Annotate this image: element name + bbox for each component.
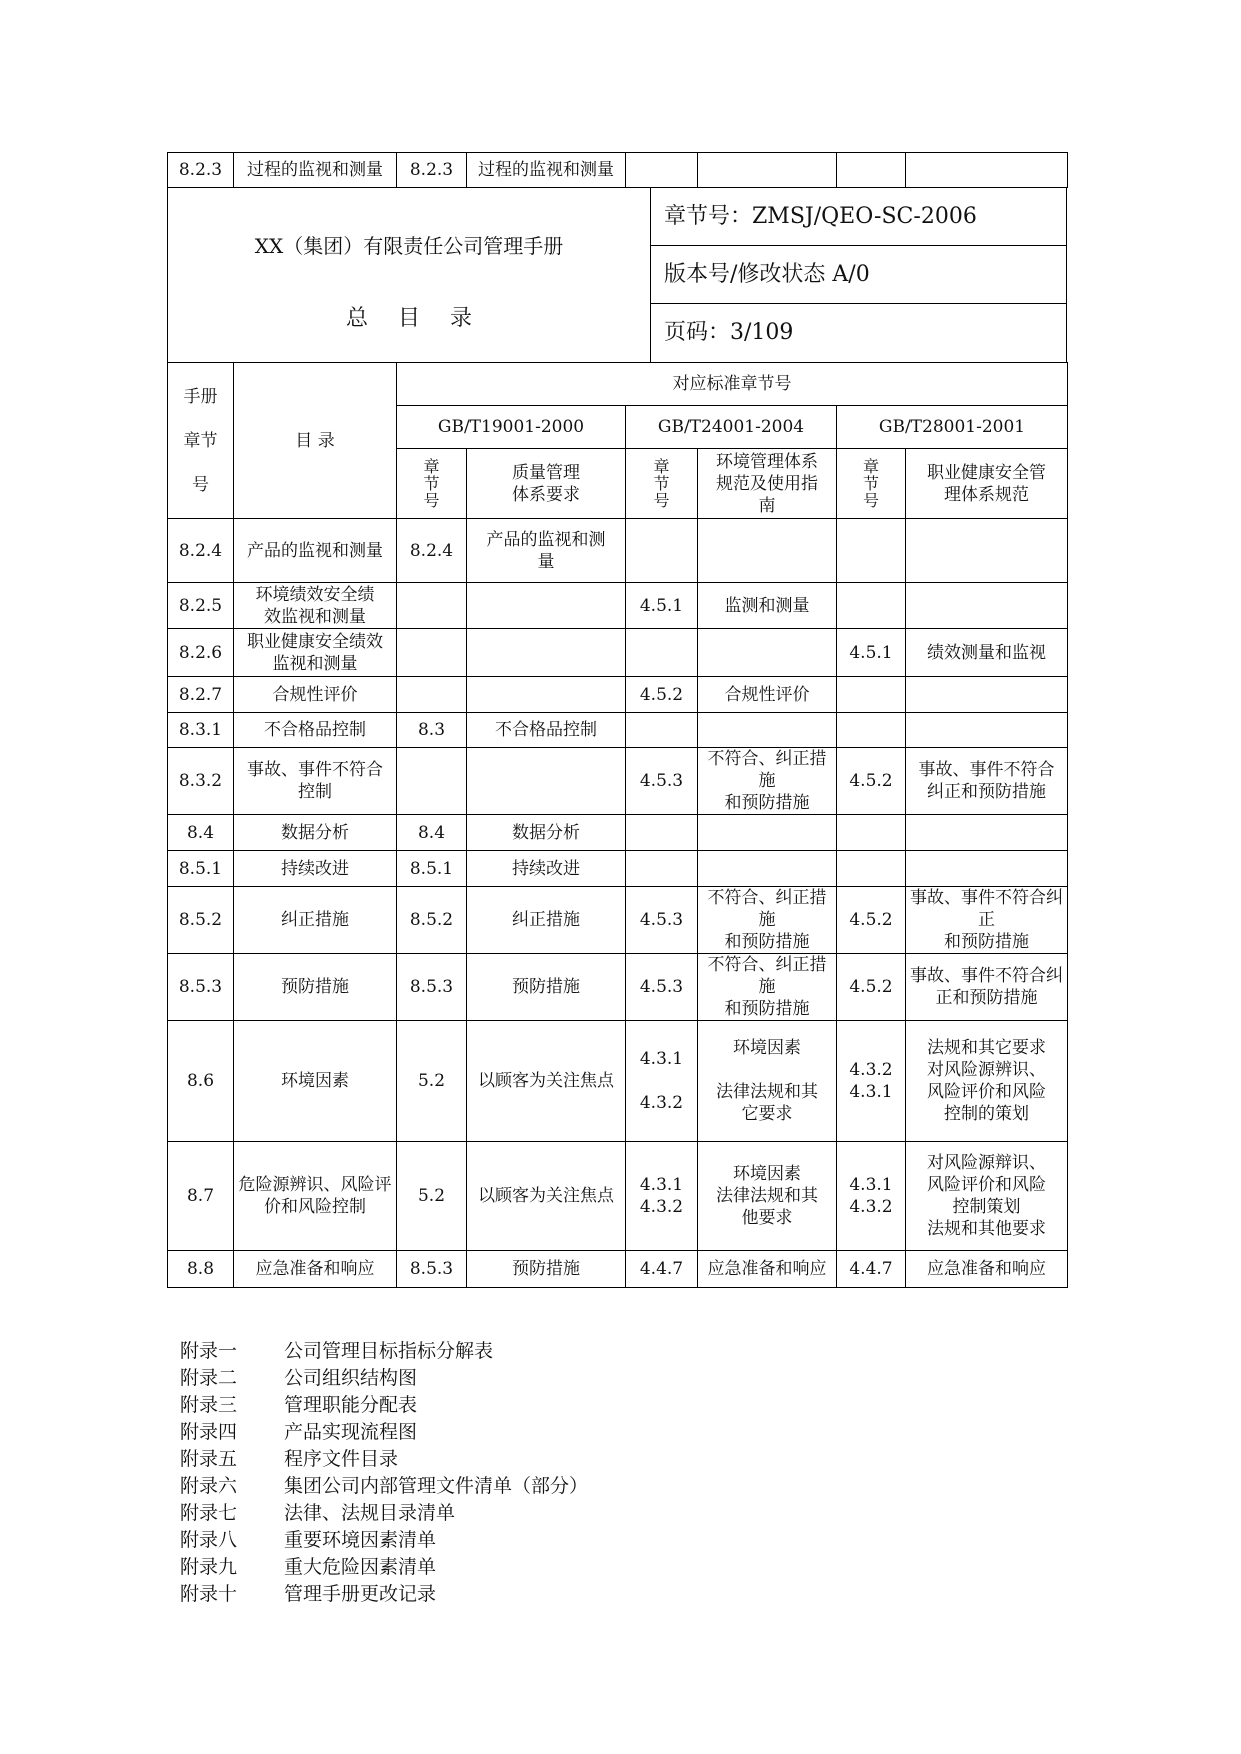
table-cell: 危险源辨识、风险评 价和风险控制 (234, 1142, 397, 1251)
table-cell (626, 713, 698, 748)
appendix-key: 附录五 (180, 1448, 238, 1470)
appendix-item (180, 1473, 588, 1500)
table-cell: 8.2.4 (397, 519, 467, 583)
table-row (168, 815, 1068, 851)
contents-table (167, 362, 1068, 1288)
table-cell (906, 519, 1068, 583)
table-cell (467, 677, 626, 713)
table-row (168, 851, 1068, 887)
table-row (168, 1142, 1068, 1251)
table-cell: 产品的监视和测量 (234, 519, 397, 583)
table-cell: 8.5.1 (397, 851, 467, 887)
chapter-number: 章节号：ZMSJ/QEO-SC-2006 (651, 188, 1066, 246)
table-cell: 应急准备和响应 (906, 1251, 1068, 1288)
table-cell: 不合格品控制 (234, 713, 397, 748)
table-cell: 5.2 (397, 1021, 467, 1142)
appendix-title: 程序文件目录 (284, 1448, 399, 1470)
table-cell: 4.5.2 (837, 748, 906, 815)
table-cell: 预防措施 (234, 954, 397, 1021)
table-cell: 环境绩效安全绩 效监视和测量 (234, 583, 397, 629)
table-row (168, 713, 1068, 748)
appendix-item (180, 1581, 588, 1608)
table-cell: 4.3.1 4.3.2 (626, 1021, 698, 1142)
table-cell (906, 583, 1068, 629)
header-left (168, 188, 651, 362)
table-cell: 不符合、纠正措施 和预防措施 (698, 954, 837, 1021)
table-cell: 事故、事件不符合纠正 和预防措施 (906, 887, 1068, 954)
table-row (168, 519, 1068, 583)
table-cell: 8.2.6 (168, 629, 234, 677)
std2-req-header: 环境管理体系 规范及使用指 南 (698, 449, 837, 519)
table-cell (837, 851, 906, 887)
table-cell (698, 519, 837, 583)
top-row-table (167, 152, 1068, 188)
appendix-key: 附录六 (180, 1475, 238, 1497)
std3-req-header: 职业健康安全管 理体系规范 (906, 449, 1068, 519)
header-right (651, 188, 1066, 362)
table-cell: 预防措施 (467, 954, 626, 1021)
table-row (168, 954, 1068, 1021)
version-status: 版本号/修改状态 A/0 (651, 246, 1066, 304)
table-cell: 4.5.2 (837, 887, 906, 954)
table-cell: 环境因素 (234, 1021, 397, 1142)
table-row (168, 629, 1068, 677)
cell: 过程的监视和测量 (467, 153, 626, 188)
table-cell: 4.4.7 (626, 1251, 698, 1288)
appendix-title: 重大危险因素清单 (284, 1556, 437, 1578)
table-cell (837, 583, 906, 629)
appendix-title: 集团公司内部管理文件清单（部分） (284, 1475, 589, 1497)
table-header-row (168, 363, 1068, 406)
table-cell: 监测和测量 (698, 583, 837, 629)
table-cell: 8.3.2 (168, 748, 234, 815)
contents-header: 目 录 (234, 363, 397, 519)
table-cell (626, 851, 698, 887)
table-cell (467, 583, 626, 629)
appendix-list (180, 1338, 588, 1608)
appendix-title: 法律、法规目录清单 (284, 1502, 456, 1524)
appendix-title: 管理职能分配表 (284, 1394, 418, 1416)
table-cell: 数据分析 (234, 815, 397, 851)
sub-chapter-header: 章 节 号 (837, 449, 906, 519)
table-cell: 事故、事件不符合 控制 (234, 748, 397, 815)
table-cell (397, 583, 467, 629)
table-cell (906, 851, 1068, 887)
cell (837, 153, 906, 188)
table-cell: 8.8 (168, 1251, 234, 1288)
table-cell: 持续改进 (467, 851, 626, 887)
table-row (168, 153, 1068, 188)
table-cell (698, 851, 837, 887)
table-cell (837, 815, 906, 851)
table-cell: 不合格品控制 (467, 713, 626, 748)
table-cell: 8.2.5 (168, 583, 234, 629)
appendix-key: 附录十 (180, 1583, 238, 1605)
table-cell (837, 519, 906, 583)
table-cell: 事故、事件不符合纠 正和预防措施 (906, 954, 1068, 1021)
table-cell: 纠正措施 (467, 887, 626, 954)
table-cell: 环境因素 法律法规和其 它要求 (698, 1021, 837, 1142)
std1-req-header: 质量管理 体系要求 (467, 449, 626, 519)
table-cell: 以顾客为关注焦点 (467, 1021, 626, 1142)
appendix-title: 管理手册更改记录 (284, 1583, 437, 1605)
table-cell: 4.5.2 (837, 954, 906, 1021)
cell: 过程的监视和测量 (234, 153, 397, 188)
table-cell (698, 629, 837, 677)
appendix-title: 公司组织结构图 (284, 1367, 418, 1389)
table-cell: 法规和其它要求 对风险源辨识、 风险评价和风险 控制的策划 (906, 1021, 1068, 1142)
table-cell (626, 519, 698, 583)
appendix-key: 附录七 (180, 1502, 238, 1524)
page-number: 页码：3/109 (664, 320, 794, 345)
appendix-item (180, 1446, 588, 1473)
table-cell: 4.5.2 (626, 677, 698, 713)
cell (698, 153, 837, 188)
table-cell: 以顾客为关注焦点 (467, 1142, 626, 1251)
std-chapter-header: 对应标准章节号 (397, 363, 1068, 406)
table-cell: 8.7 (168, 1142, 234, 1251)
table-row (168, 887, 1068, 954)
table-cell: 应急准备和响应 (698, 1251, 837, 1288)
toc-title: 总目录 (345, 306, 502, 331)
cell (906, 153, 1068, 188)
table-cell: 8.4 (168, 815, 234, 851)
appendix-key: 附录三 (180, 1394, 238, 1416)
table-cell: 4.3.1 4.3.2 (837, 1142, 906, 1251)
table-cell (906, 815, 1068, 851)
appendix-key: 附录四 (180, 1421, 238, 1443)
table-row (168, 583, 1068, 629)
table-cell (698, 713, 837, 748)
table-row (168, 1021, 1068, 1142)
table-cell: 8.3 (397, 713, 467, 748)
table-cell: 4.5.3 (626, 954, 698, 1021)
appendix-item (180, 1500, 588, 1527)
appendix-title: 重要环境因素清单 (284, 1529, 437, 1551)
table-cell: 4.5.1 (626, 583, 698, 629)
table-cell: 8.2.4 (168, 519, 234, 583)
table-cell: 数据分析 (467, 815, 626, 851)
std2-header: GB/T24001-2004 (626, 406, 837, 449)
table-cell: 对风险源辩识、 风险评价和风险 控制策划 法规和其他要求 (906, 1142, 1068, 1251)
cell: 8.2.3 (397, 153, 467, 188)
table-cell (397, 629, 467, 677)
table-cell: 8.5.3 (397, 1251, 467, 1288)
table-row (168, 1251, 1068, 1288)
table-cell (906, 713, 1068, 748)
table-cell (397, 677, 467, 713)
table-cell: 持续改进 (234, 851, 397, 887)
table-cell (906, 677, 1068, 713)
manual-chapter-header: 手册 章节 号 (168, 363, 234, 519)
appendix-item (180, 1365, 588, 1392)
appendix-item (180, 1527, 588, 1554)
appendix-item (180, 1419, 588, 1446)
appendix-title: 公司管理目标指标分解表 (284, 1340, 494, 1362)
table-cell: 8.2.7 (168, 677, 234, 713)
table-cell (626, 815, 698, 851)
table-cell: 8.5.1 (168, 851, 234, 887)
table-cell: 4.5.3 (626, 748, 698, 815)
appendix-title: 产品实现流程图 (284, 1421, 418, 1443)
cell: 8.2.3 (168, 153, 234, 188)
std1-header: GB/T19001-2000 (397, 406, 626, 449)
table-cell: 4.3.1 4.3.2 (626, 1142, 698, 1251)
std3-header: GB/T28001-2001 (837, 406, 1068, 449)
table-cell (698, 815, 837, 851)
table-cell: 8.6 (168, 1021, 234, 1142)
appendix-key: 附录八 (180, 1529, 238, 1551)
table-cell: 合规性评价 (234, 677, 397, 713)
table-row (168, 677, 1068, 713)
table-cell (837, 677, 906, 713)
appendix-item (180, 1554, 588, 1581)
table-cell (626, 629, 698, 677)
table-cell: 8.5.3 (168, 954, 234, 1021)
table-cell: 不符合、纠正措施 和预防措施 (698, 887, 837, 954)
table-cell: 绩效测量和监视 (906, 629, 1068, 677)
table-cell: 4.4.7 (837, 1251, 906, 1288)
table-cell: 4.3.2 4.3.1 (837, 1021, 906, 1142)
cell (626, 153, 698, 188)
table-row (168, 748, 1068, 815)
appendix-item (180, 1338, 588, 1365)
table-cell: 产品的监视和测 量 (467, 519, 626, 583)
table-cell (467, 748, 626, 815)
table-cell: 5.2 (397, 1142, 467, 1251)
table-cell: 环境因素 法律法规和其 他要求 (698, 1142, 837, 1251)
appendix-item (180, 1392, 588, 1419)
appendix-key: 附录二 (180, 1367, 238, 1389)
table-cell: 不符合、纠正措施 和预防措施 (698, 748, 837, 815)
table-cell (397, 748, 467, 815)
sub-chapter-header: 章 节 号 (626, 449, 698, 519)
table-cell: 职业健康安全绩效 监视和测量 (234, 629, 397, 677)
table-cell: 8.4 (397, 815, 467, 851)
table-cell (467, 629, 626, 677)
table-cell: 事故、事件不符合 纠正和预防措施 (906, 748, 1068, 815)
table-cell: 8.5.3 (397, 954, 467, 1021)
table-cell (837, 713, 906, 748)
table-cell: 合规性评价 (698, 677, 837, 713)
table-cell: 4.5.3 (626, 887, 698, 954)
table-cell: 预防措施 (467, 1251, 626, 1288)
company-title: XX（集团）有限责任公司管理手册 (254, 234, 564, 258)
manual-header (167, 188, 1067, 363)
table-cell: 8.5.2 (168, 887, 234, 954)
table-cell: 纠正措施 (234, 887, 397, 954)
table-cell: 8.5.2 (397, 887, 467, 954)
table-cell: 8.3.1 (168, 713, 234, 748)
sub-chapter-header: 章 节 号 (397, 449, 467, 519)
appendix-key: 附录九 (180, 1556, 238, 1578)
appendix-key: 附录一 (180, 1340, 238, 1362)
table-cell: 应急准备和响应 (234, 1251, 397, 1288)
table-cell: 4.5.1 (837, 629, 906, 677)
